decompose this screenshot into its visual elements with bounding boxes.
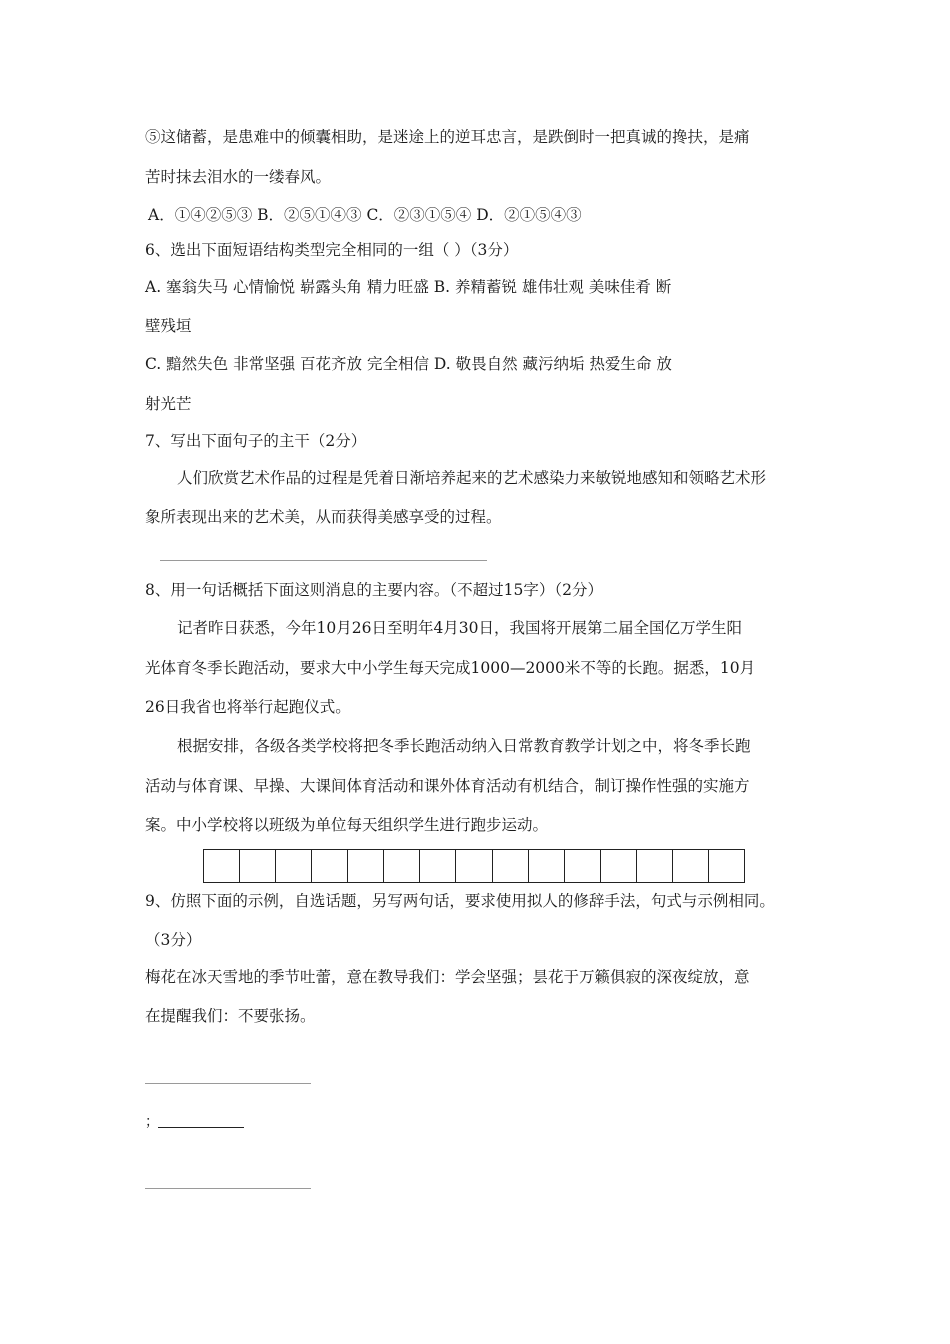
q6-options-line1: A. 塞翁失马 心情愉悦 崭露头角 精力旺盛 B. 养精蓄锐 雄伟壮观 美味佳肴 断 — [145, 278, 672, 296]
q9-prompt-line2: （3分） — [145, 931, 202, 949]
answer-box[interactable] — [529, 850, 565, 882]
answer-box[interactable] — [348, 850, 384, 882]
answer-box[interactable] — [673, 850, 709, 882]
answer-box[interactable] — [456, 850, 492, 882]
q6-options-line4: 射光芒 — [145, 395, 192, 413]
q8-news-p1-line1: 记者昨日获悉，今年10月26日至明年4月30日，我国将开展第二届全国亿万学生阳 — [177, 619, 743, 637]
q6-prompt: 6、选出下面短语结构类型完全相同的一组（ ）（3分） — [145, 241, 519, 259]
answer-box[interactable] — [637, 850, 673, 882]
answer-box[interactable] — [420, 850, 456, 882]
q8-answer-grid — [203, 849, 745, 883]
q8-news-p1-line3: 26日我省也将举行起跑仪式。 — [145, 698, 351, 716]
answer-box[interactable] — [276, 850, 312, 882]
q8-prompt: 8、用一句话概括下面这则消息的主要内容。（不超过15字）（2分） — [145, 581, 603, 599]
q8-news-p2-line3: 案。中小学校将以班级为单位每天组织学生进行跑步运动。 — [145, 816, 549, 834]
q6-options-line3: C. 黯然失色 非常坚强 百花齐放 完全相信 D. 敬畏自然 藏污纳垢 热爱生命 放 — [145, 355, 672, 373]
answer-box[interactable] — [493, 850, 529, 882]
q5-options: A．①④②⑤③ B．②⑤①④③ C．②③①⑤④ D．②①⑤④③ — [148, 206, 582, 224]
answer-box[interactable] — [312, 850, 348, 882]
q9-answer-line-1[interactable] — [145, 1083, 311, 1084]
answer-box[interactable] — [601, 850, 637, 882]
q8-news-p1-line2: 光体育冬季长跑活动，要求大中小学生每天完成1000—2000米不等的长跑。据悉，10月 — [145, 659, 756, 677]
q9-answer-line-2[interactable] — [145, 1188, 311, 1189]
q9-answer-short-line[interactable] — [158, 1127, 244, 1128]
q7-answer-line[interactable] — [160, 560, 487, 561]
q5-item5-line1: ⑤这储蓄，是患难中的倾囊相助，是迷途上的逆耳忠言，是跌倒时一把真诚的搀扶，是痛 — [145, 128, 750, 146]
q8-news-p2-line2: 活动与体育课、早操、大课间体育活动和课外体育活动有机结合，制订操作性强的实施方 — [145, 777, 750, 795]
q8-news-p2-line1: 根据安排，各级各类学校将把冬季长跑活动纳入日常教育教学计划之中，将冬季长跑 — [177, 737, 751, 755]
q7-prompt: 7、写出下面句子的主干（2分） — [145, 432, 367, 450]
q9-separator: ； — [145, 1114, 159, 1130]
answer-box[interactable] — [204, 850, 240, 882]
answer-box[interactable] — [709, 850, 744, 882]
q7-sentence-line1: 人们欣赏艺术作品的过程是凭着日渐培养起来的艺术感染力来敏锐地感知和领略艺术形 — [177, 469, 767, 487]
answer-box[interactable] — [565, 850, 601, 882]
q9-example-line1: 梅花在冰天雪地的季节吐蕾，意在教导我们：学会坚强；昙花于万籁俱寂的深夜绽放，意 — [145, 968, 750, 986]
q9-example-line2: 在提醒我们：不要张扬。 — [145, 1007, 316, 1025]
q9-prompt-line1: 9、仿照下面的示例，自选话题，另写两句话，要求使用拟人的修辞手法，句式与示例相同。 — [145, 892, 775, 910]
answer-box[interactable] — [384, 850, 420, 882]
q7-sentence-line2: 象所表现出来的艺术美，从而获得美感享受的过程。 — [145, 508, 502, 526]
q6-options-line2: 壁残垣 — [145, 317, 192, 335]
answer-box[interactable] — [240, 850, 276, 882]
q5-item5-line2: 苦时抹去泪水的一缕春风。 — [145, 168, 332, 186]
